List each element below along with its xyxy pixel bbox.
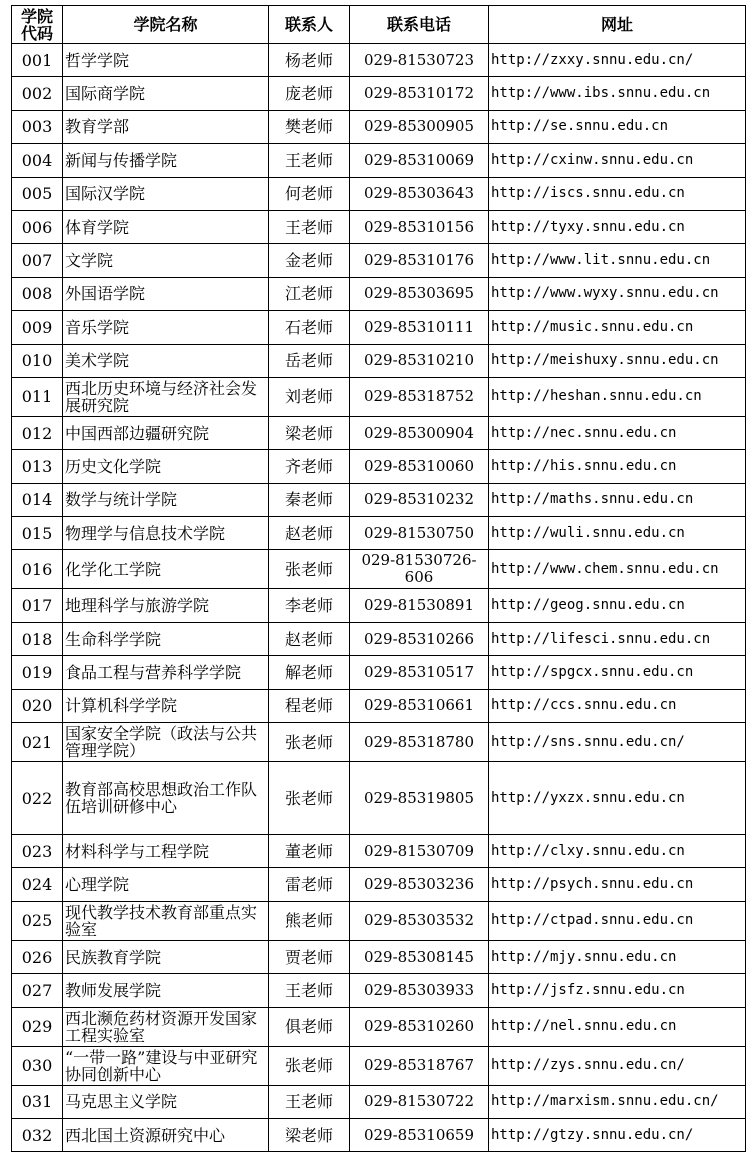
header-phone: 联系电话	[350, 6, 489, 44]
college-name-cell: 教育学部	[63, 110, 269, 143]
college-name-cell: 中国西部边疆研究院	[63, 416, 269, 449]
college-name-cell: 国家安全学院（政法与公共管理学院）	[63, 723, 269, 762]
college-code-cell: 032	[12, 1118, 63, 1151]
college-name-cell: 教育部高校思想政治工作队伍培训研修中心	[63, 762, 269, 835]
college-name-cell: 西北濒危药材资源开发国家工程实验室	[63, 1007, 269, 1046]
college-name-cell: 音乐学院	[63, 311, 269, 344]
contact-person-cell: 秦老师	[269, 483, 350, 516]
college-code-cell: 018	[12, 622, 63, 655]
college-contact-table	[11, 5, 746, 1152]
contact-person-cell: 金老师	[269, 244, 350, 277]
contact-person-cell: 岳老师	[269, 344, 350, 377]
college-code-cell: 008	[12, 277, 63, 310]
website-link-cell[interactable]: http://geog.snnu.edu.cn	[489, 589, 746, 622]
college-code-cell: 025	[12, 901, 63, 940]
college-code-cell: 016	[12, 550, 63, 589]
contact-person-cell: 樊老师	[269, 110, 350, 143]
table-row	[12, 377, 746, 416]
website-link-cell[interactable]: http://music.snnu.edu.cn	[489, 311, 746, 344]
contact-person-cell: 董老师	[269, 835, 350, 868]
website-link-cell[interactable]: http://nel.snnu.edu.cn	[489, 1007, 746, 1046]
contact-person-cell: 何老师	[269, 177, 350, 210]
table-row	[12, 1118, 746, 1151]
college-name-cell: 外国语学院	[63, 277, 269, 310]
contact-phone-cell: 029-85303695	[350, 277, 489, 310]
contact-phone-cell: 029-85310156	[350, 210, 489, 243]
college-name-cell: 教师发展学院	[63, 974, 269, 1007]
contact-phone-cell: 029-85303643	[350, 177, 489, 210]
contact-person-cell: 梁老师	[269, 416, 350, 449]
college-code-cell: 015	[12, 517, 63, 550]
website-link-cell[interactable]: http://gtzy.snnu.edu.cn/	[489, 1118, 746, 1151]
header-contact: 联系人	[269, 6, 350, 44]
contact-person-cell: 赵老师	[269, 622, 350, 655]
college-name-cell: 心理学院	[63, 868, 269, 901]
website-link-cell[interactable]: http://ctpad.snnu.edu.cn	[489, 901, 746, 940]
website-link-cell[interactable]: http://sns.snnu.edu.cn/	[489, 723, 746, 762]
contact-phone-cell: 029-85310060	[350, 450, 489, 483]
contact-phone-cell: 029-85303236	[350, 868, 489, 901]
contact-person-cell: 杨老师	[269, 44, 350, 77]
table-row	[12, 762, 746, 835]
contact-phone-cell: 029-85319805	[350, 762, 489, 835]
table-row	[12, 483, 746, 516]
contact-phone-cell: 029-81530891	[350, 589, 489, 622]
table-row	[12, 901, 746, 940]
website-link-cell[interactable]: http://www.wyxy.snnu.edu.cn	[489, 277, 746, 310]
contact-phone-cell: 029-85310659	[350, 1118, 489, 1151]
website-link-cell[interactable]: http://meishuxy.snnu.edu.cn	[489, 344, 746, 377]
college-code-cell: 031	[12, 1085, 63, 1118]
college-name-cell: 生命科学学院	[63, 622, 269, 655]
table-row	[12, 656, 746, 689]
website-link-cell[interactable]: http://zys.snnu.edu.cn/	[489, 1046, 746, 1085]
table-row	[12, 974, 746, 1007]
college-name-cell: 体育学院	[63, 210, 269, 243]
table-row	[12, 689, 746, 722]
table-row	[12, 77, 746, 110]
contact-person-cell: 齐老师	[269, 450, 350, 483]
college-code-cell: 014	[12, 483, 63, 516]
college-code-cell: 023	[12, 835, 63, 868]
contact-phone-cell: 029-85303532	[350, 901, 489, 940]
college-name-cell: 材料科学与工程学院	[63, 835, 269, 868]
contact-phone-cell: 029-81530709	[350, 835, 489, 868]
college-name-cell: 计算机科学学院	[63, 689, 269, 722]
header-code: 学院代码	[12, 6, 63, 44]
website-link-cell[interactable]: http://psych.snnu.edu.cn	[489, 868, 746, 901]
college-name-cell: 马克思主义学院	[63, 1085, 269, 1118]
contact-person-cell: 熊老师	[269, 901, 350, 940]
college-code-cell: 029	[12, 1007, 63, 1046]
contact-phone-cell: 029-85318780	[350, 723, 489, 762]
table-row	[12, 723, 746, 762]
college-name-cell: 美术学院	[63, 344, 269, 377]
contact-person-cell: 石老师	[269, 311, 350, 344]
contact-phone-cell: 029-85310260	[350, 1007, 489, 1046]
contact-phone-cell: 029-85310232	[350, 483, 489, 516]
college-name-cell: 国际商学院	[63, 77, 269, 110]
table-row	[12, 210, 746, 243]
college-code-cell: 010	[12, 344, 63, 377]
contact-person-cell: 梁老师	[269, 1118, 350, 1151]
college-name-cell: 现代教学技术教育部重点实验室	[63, 901, 269, 940]
contact-phone-cell: 029-81530723	[350, 44, 489, 77]
table-row	[12, 835, 746, 868]
contact-person-cell: 贾老师	[269, 940, 350, 973]
college-code-cell: 022	[12, 762, 63, 835]
contact-person-cell: 江老师	[269, 277, 350, 310]
website-link-cell[interactable]: http://se.snnu.edu.cn	[489, 110, 746, 143]
contact-phone-cell: 029-85310172	[350, 77, 489, 110]
table-header-row	[12, 6, 746, 44]
table-row	[12, 44, 746, 77]
table-row	[12, 344, 746, 377]
contact-person-cell: 刘老师	[269, 377, 350, 416]
college-code-cell: 005	[12, 177, 63, 210]
contact-phone-cell: 029-85310210	[350, 344, 489, 377]
contact-phone-cell: 029-85300905	[350, 110, 489, 143]
website-link-cell[interactable]: http://maths.snnu.edu.cn	[489, 483, 746, 516]
contact-phone-cell: 029-85310661	[350, 689, 489, 722]
website-link-cell[interactable]: http://ccs.snnu.edu.cn	[489, 689, 746, 722]
college-code-cell: 026	[12, 940, 63, 973]
college-code-cell: 020	[12, 689, 63, 722]
college-code-cell: 006	[12, 210, 63, 243]
table-row	[12, 589, 746, 622]
website-link-cell[interactable]: http://spgcx.snnu.edu.cn	[489, 656, 746, 689]
college-name-cell: 民族教育学院	[63, 940, 269, 973]
college-name-cell: 历史文化学院	[63, 450, 269, 483]
website-link-cell[interactable]: http://heshan.snnu.edu.cn	[489, 377, 746, 416]
table-row	[12, 517, 746, 550]
contact-person-cell: 张老师	[269, 1046, 350, 1085]
contact-phone-cell: 029-81530726-606	[350, 550, 489, 589]
contact-phone-cell: 029-85310517	[350, 656, 489, 689]
table-row	[12, 868, 746, 901]
website-link-cell[interactable]: http://marxism.snnu.edu.cn/	[489, 1085, 746, 1118]
table-row	[12, 144, 746, 177]
header-name: 学院名称	[63, 6, 269, 44]
college-code-cell: 017	[12, 589, 63, 622]
website-link-cell[interactable]: http://lifesci.snnu.edu.cn	[489, 622, 746, 655]
contact-person-cell: 王老师	[269, 974, 350, 1007]
table-row	[12, 622, 746, 655]
website-link-cell[interactable]: http://mjy.snnu.edu.cn	[489, 940, 746, 973]
contact-person-cell: 程老师	[269, 689, 350, 722]
website-link-cell[interactable]: http://wuli.snnu.edu.cn	[489, 517, 746, 550]
website-link-cell[interactable]: http://nec.snnu.edu.cn	[489, 416, 746, 449]
college-code-cell: 027	[12, 974, 63, 1007]
table-row	[12, 940, 746, 973]
table-body	[12, 44, 746, 1152]
website-link-cell[interactable]: http://yxzx.snnu.edu.cn	[489, 762, 746, 835]
college-name-cell: 哲学学院	[63, 44, 269, 77]
college-name-cell: 地理科学与旅游学院	[63, 589, 269, 622]
website-link-cell[interactable]: http://clxy.snnu.edu.cn	[489, 835, 746, 868]
contact-person-cell: 庞老师	[269, 77, 350, 110]
contact-phone-cell: 029-81530722	[350, 1085, 489, 1118]
website-link-cell[interactable]: http://tyxy.snnu.edu.cn	[489, 210, 746, 243]
college-code-cell: 009	[12, 311, 63, 344]
contact-person-cell: 李老师	[269, 589, 350, 622]
college-name-cell: 西北历史环境与经济社会发展研究院	[63, 377, 269, 416]
table-row	[12, 416, 746, 449]
contact-person-cell: 张老师	[269, 762, 350, 835]
college-code-cell: 004	[12, 144, 63, 177]
website-link-cell[interactable]: http://zxxy.snnu.edu.cn/	[489, 44, 746, 77]
website-link-cell[interactable]: http://www.chem.snnu.edu.cn	[489, 550, 746, 589]
college-code-cell: 001	[12, 44, 63, 77]
contact-phone-cell: 029-85310111	[350, 311, 489, 344]
college-name-cell: 物理学与信息技术学院	[63, 517, 269, 550]
website-link-cell[interactable]: http://www.ibs.snnu.edu.cn	[489, 77, 746, 110]
table-row	[12, 1085, 746, 1118]
contact-person-cell: 俱老师	[269, 1007, 350, 1046]
website-link-cell[interactable]: http://iscs.snnu.edu.cn	[489, 177, 746, 210]
table-row	[12, 450, 746, 483]
college-code-cell: 003	[12, 110, 63, 143]
contact-person-cell: 雷老师	[269, 868, 350, 901]
table-row	[12, 311, 746, 344]
contact-phone-cell: 029-85318752	[350, 377, 489, 416]
website-link-cell[interactable]: http://cxinw.snnu.edu.cn	[489, 144, 746, 177]
college-code-cell: 021	[12, 723, 63, 762]
contact-person-cell: 王老师	[269, 144, 350, 177]
college-code-cell: 013	[12, 450, 63, 483]
college-code-cell: 019	[12, 656, 63, 689]
website-link-cell[interactable]: http://jsfz.snnu.edu.cn	[489, 974, 746, 1007]
college-code-cell: 030	[12, 1046, 63, 1085]
college-name-cell: 新闻与传播学院	[63, 144, 269, 177]
contact-phone-cell: 029-85310176	[350, 244, 489, 277]
contact-phone-cell: 029-81530750	[350, 517, 489, 550]
contact-person-cell: 赵老师	[269, 517, 350, 550]
college-name-cell: 国际汉学院	[63, 177, 269, 210]
contact-person-cell: 张老师	[269, 723, 350, 762]
table-row	[12, 1046, 746, 1085]
table-row	[12, 177, 746, 210]
website-link-cell[interactable]: http://his.snnu.edu.cn	[489, 450, 746, 483]
college-name-cell: “一带一路”建设与中亚研究协同创新中心	[63, 1046, 269, 1085]
contact-phone-cell: 029-85310069	[350, 144, 489, 177]
contact-phone-cell: 029-85308145	[350, 940, 489, 973]
contact-phone-cell: 029-85300904	[350, 416, 489, 449]
contact-person-cell: 张老师	[269, 550, 350, 589]
table-row	[12, 110, 746, 143]
contact-phone-cell: 029-85303933	[350, 974, 489, 1007]
website-link-cell[interactable]: http://www.lit.snnu.edu.cn	[489, 244, 746, 277]
table-row	[12, 277, 746, 310]
header-url: 网址	[489, 6, 746, 44]
college-name-cell: 化学化工学院	[63, 550, 269, 589]
college-name-cell: 食品工程与营养科学学院	[63, 656, 269, 689]
contact-phone-cell: 029-85318767	[350, 1046, 489, 1085]
contact-phone-cell: 029-85310266	[350, 622, 489, 655]
contact-person-cell: 王老师	[269, 210, 350, 243]
contact-person-cell: 解老师	[269, 656, 350, 689]
college-code-cell: 011	[12, 377, 63, 416]
table-row	[12, 550, 746, 589]
college-code-cell: 024	[12, 868, 63, 901]
college-code-cell: 007	[12, 244, 63, 277]
college-name-cell: 西北国土资源研究中心	[63, 1118, 269, 1151]
college-name-cell: 文学院	[63, 244, 269, 277]
college-code-cell: 012	[12, 416, 63, 449]
contact-person-cell: 王老师	[269, 1085, 350, 1118]
college-name-cell: 数学与统计学院	[63, 483, 269, 516]
table-row	[12, 244, 746, 277]
college-code-cell: 002	[12, 77, 63, 110]
table-row	[12, 1007, 746, 1046]
